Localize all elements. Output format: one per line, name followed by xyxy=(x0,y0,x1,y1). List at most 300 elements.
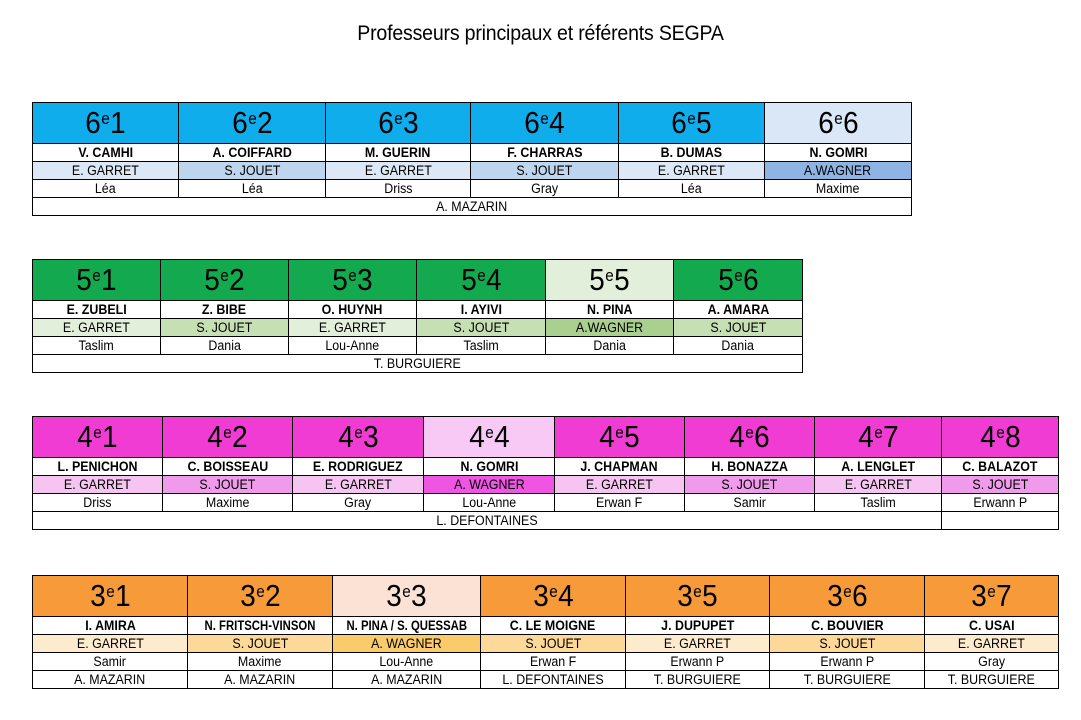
main-teacher-cell xyxy=(765,144,912,162)
class-name-cell xyxy=(555,417,685,458)
student-cell xyxy=(33,180,179,198)
student-cell xyxy=(925,653,1059,671)
main-teacher-cell xyxy=(417,301,546,319)
student-name: Samir xyxy=(93,654,127,669)
student-cell xyxy=(471,180,619,198)
grade-suffix: e xyxy=(605,266,614,285)
referent-cell xyxy=(626,635,770,653)
student-name: Maxime xyxy=(205,495,250,510)
referent-name: S. JOUET xyxy=(232,636,288,651)
grade-number: 4 xyxy=(337,419,354,454)
class-name xyxy=(858,419,898,455)
class-name-cell xyxy=(626,576,770,617)
main-teacher-name: C. USAI xyxy=(968,618,1015,633)
referent-cell xyxy=(33,319,161,337)
secondary-cell xyxy=(770,671,925,689)
student-cell xyxy=(770,653,925,671)
main-teacher-name: A. AMARA xyxy=(707,302,769,317)
referent-cell xyxy=(179,162,326,180)
class-name-cell xyxy=(815,417,942,458)
secondary-name: A. MAZARIN xyxy=(74,672,146,687)
class-name-cell xyxy=(161,260,289,301)
student-cell xyxy=(293,494,424,512)
class-name xyxy=(85,105,125,141)
secondary-cell xyxy=(626,671,770,689)
referent-name: S. JOUET xyxy=(199,477,256,492)
grade-suffix: e xyxy=(615,423,624,442)
class-number: 1 xyxy=(101,262,117,297)
class-name xyxy=(469,419,509,455)
referent-cell xyxy=(815,476,942,494)
grade-suffix: e xyxy=(548,582,558,601)
referent-name: A.WAGNER xyxy=(575,320,644,335)
main-teacher-cell xyxy=(289,301,417,319)
class-header-row xyxy=(33,417,1059,458)
grade-number: 5 xyxy=(76,262,92,297)
referent-row xyxy=(33,319,803,337)
grade-number: 6 xyxy=(671,105,687,140)
referent-name: S. JOUET xyxy=(819,636,875,651)
referent-name: S. JOUET xyxy=(972,477,1028,492)
main-teacher-name: J. DUPUPET xyxy=(660,618,735,633)
class-name-cell xyxy=(163,417,293,458)
main-teacher-row xyxy=(33,144,912,162)
grade-table-6e xyxy=(32,102,912,216)
grade-suffix: e xyxy=(995,423,1005,442)
referent-cell xyxy=(33,162,179,180)
referent-name: E. GARRET xyxy=(324,477,392,492)
class-number: 3 xyxy=(402,105,419,140)
class-name xyxy=(729,419,769,455)
class-name-cell xyxy=(685,417,815,458)
student-name: Lou-Anne xyxy=(379,654,434,669)
student-cell xyxy=(33,337,161,355)
referent-cell xyxy=(289,319,417,337)
main-teacher-name: C. BOUVIER xyxy=(810,618,884,633)
grade-suffix: e xyxy=(733,266,743,285)
student-name: Erwann P xyxy=(973,495,1027,510)
secondary-name: A. MAZARIN xyxy=(224,672,296,687)
grade-suffix: e xyxy=(402,582,411,601)
referent-name: S. JOUET xyxy=(721,477,778,492)
student-cell xyxy=(333,653,481,671)
main-teacher-cell xyxy=(333,617,481,635)
class-number: 2 xyxy=(232,419,248,454)
main-teacher-row xyxy=(33,617,1059,635)
class-number: 5 xyxy=(614,262,630,297)
class-name xyxy=(386,578,426,614)
class-name-cell xyxy=(188,576,333,617)
referent-cell xyxy=(417,319,546,337)
grade-number: 4 xyxy=(77,419,93,454)
student-row xyxy=(33,653,1059,671)
main-teacher-name: C. BALAZOT xyxy=(962,459,1038,474)
class-name-cell xyxy=(481,576,626,617)
main-teacher-row xyxy=(33,301,803,319)
class-name xyxy=(76,262,116,298)
class-name-cell xyxy=(770,576,925,617)
class-name xyxy=(232,105,272,141)
class-number: 5 xyxy=(702,578,718,613)
student-name: Taslim xyxy=(78,338,115,353)
grade-number: 3 xyxy=(89,578,106,613)
class-name xyxy=(589,262,629,298)
main-teacher-cell xyxy=(33,144,179,162)
grade-number: 5 xyxy=(204,262,220,297)
main-teacher-row xyxy=(33,458,1059,476)
main-teacher-cell xyxy=(626,617,770,635)
referent-name: E. GARRET xyxy=(958,636,1025,651)
secondary-cell xyxy=(333,671,481,689)
grade-suffix: e xyxy=(220,266,229,285)
grade-suffix: e xyxy=(833,109,843,128)
referent-cell xyxy=(33,635,188,653)
secondary-name: L. DEFONTAINES xyxy=(502,672,604,687)
class-number: 1 xyxy=(102,419,118,454)
grade-number: 4 xyxy=(599,419,615,454)
grade-suffix: e xyxy=(873,423,883,442)
main-teacher-cell xyxy=(424,458,555,476)
class-name xyxy=(77,419,117,455)
main-teacher-cell xyxy=(481,617,626,635)
referent-cell xyxy=(481,635,626,653)
class-name-cell xyxy=(424,417,555,458)
grade-suffix: e xyxy=(540,109,549,128)
main-teacher-name: I. AMIRA xyxy=(84,618,136,633)
class-name xyxy=(378,105,418,141)
student-cell xyxy=(163,494,293,512)
page-title: Professeurs principaux et référents SEGPA xyxy=(357,22,724,45)
referent-name: E. GARRET xyxy=(844,477,912,492)
main-teacher-cell xyxy=(161,301,289,319)
class-name-cell xyxy=(33,103,179,144)
main-teacher-cell xyxy=(555,458,685,476)
grade-number: 6 xyxy=(817,105,834,140)
secondary-name: T. BURGUIERE xyxy=(803,672,891,687)
class-name xyxy=(671,105,711,141)
student-name: Gray xyxy=(344,495,372,510)
referent-row xyxy=(33,476,1059,494)
main-teacher-name: N. GOMRI xyxy=(809,145,867,160)
class-name-cell xyxy=(33,260,161,301)
class-name xyxy=(818,105,858,141)
student-cell xyxy=(326,180,471,198)
main-teacher-name: N. GOMRI xyxy=(460,459,518,474)
secondary-row xyxy=(33,198,912,216)
secondary-name: L. DEFONTAINES xyxy=(436,513,538,528)
grade-number: 6 xyxy=(524,105,540,140)
class-number: 4 xyxy=(549,105,565,140)
student-cell xyxy=(765,180,912,198)
secondary-name: T. BURGUIERE xyxy=(654,672,741,687)
class-name xyxy=(980,419,1020,455)
grade-suffix: e xyxy=(101,109,110,128)
student-name: Erwann P xyxy=(670,654,725,669)
referent-cell xyxy=(770,635,925,653)
student-row xyxy=(33,180,912,198)
secondary-name: A. MAZARIN xyxy=(370,672,443,687)
main-teacher-cell xyxy=(815,458,942,476)
class-number: 4 xyxy=(485,262,502,297)
main-teacher-cell xyxy=(33,458,163,476)
student-name: Lou-Anne xyxy=(462,495,516,510)
secondary-cell xyxy=(481,671,626,689)
secondary-row xyxy=(33,512,1059,530)
student-cell xyxy=(555,494,685,512)
main-teacher-cell xyxy=(33,617,188,635)
grade-suffix: e xyxy=(476,266,486,285)
main-teacher-cell xyxy=(33,301,161,319)
secondary-cell xyxy=(33,198,912,216)
referent-name: E. GARRET xyxy=(364,163,432,178)
grade-number: 5 xyxy=(460,262,477,297)
referent-name: E. GARRET xyxy=(586,477,653,492)
student-cell xyxy=(289,337,417,355)
class-name xyxy=(207,419,247,455)
secondary-cell xyxy=(33,512,942,530)
main-teacher-name: E. RODRIGUEZ xyxy=(313,459,403,474)
main-teacher-name: C. BOISSEAU xyxy=(187,459,268,474)
class-header-row xyxy=(33,260,803,301)
class-name-cell xyxy=(417,260,546,301)
main-teacher-name: C. LE MOIGNE xyxy=(510,618,596,633)
referent-name: E. GARRET xyxy=(72,163,139,178)
class-name xyxy=(204,262,244,298)
main-teacher-cell xyxy=(674,301,803,319)
class-number: 3 xyxy=(362,419,379,454)
referent-row xyxy=(33,162,912,180)
main-teacher-cell xyxy=(163,458,293,476)
main-teacher-name: M. GUERIN xyxy=(365,145,431,160)
referent-name: S. JOUET xyxy=(196,320,253,335)
referent-name: S. JOUET xyxy=(453,320,509,335)
class-number: 6 xyxy=(851,578,868,613)
class-name-cell xyxy=(674,260,803,301)
class-name xyxy=(338,419,378,455)
referent-cell xyxy=(685,476,815,494)
main-teacher-name: J. CHAPMAN xyxy=(580,459,659,474)
referent-row xyxy=(33,635,1059,653)
class-name xyxy=(533,578,573,614)
grade-suffix: e xyxy=(92,266,101,285)
student-cell xyxy=(626,653,770,671)
class-number: 8 xyxy=(1004,419,1021,454)
class-name xyxy=(524,105,564,141)
referent-cell xyxy=(326,162,471,180)
referent-name: E. GARRET xyxy=(63,320,130,335)
main-teacher-cell xyxy=(619,144,765,162)
student-cell xyxy=(674,337,803,355)
student-name: Erwan F xyxy=(529,654,577,669)
grade-suffix: e xyxy=(255,582,265,601)
secondary-name: T. BURGUIERE xyxy=(948,672,1035,687)
main-teacher-cell xyxy=(546,301,674,319)
student-cell xyxy=(942,494,1059,512)
main-teacher-name: A. COIFFARD xyxy=(212,145,292,160)
student-name: Maxime xyxy=(816,181,860,196)
class-name-cell xyxy=(33,576,188,617)
grade-suffix: e xyxy=(247,109,257,128)
grade-number: 3 xyxy=(971,578,987,613)
main-teacher-name: V. CAMHI xyxy=(78,145,133,160)
student-name: Léa xyxy=(681,181,702,196)
student-name: Driss xyxy=(83,495,112,510)
student-cell xyxy=(179,180,326,198)
student-name: Erwan F xyxy=(596,495,643,510)
main-teacher-name: I. AYIVI xyxy=(460,302,502,317)
class-name-cell xyxy=(942,417,1059,458)
referent-name: A.WAGNER xyxy=(804,163,872,178)
grade-suffix: e xyxy=(987,582,996,601)
main-teacher-cell xyxy=(471,144,619,162)
main-teacher-name: N. FRITSCH-VINSON xyxy=(204,618,316,633)
main-teacher-cell xyxy=(770,617,925,635)
student-cell xyxy=(188,653,333,671)
main-teacher-name: N. PINA / S. QUESSAB xyxy=(346,618,467,633)
secondary-row xyxy=(33,355,803,373)
class-name-cell xyxy=(333,576,481,617)
secondary-cell xyxy=(188,671,333,689)
main-teacher-cell xyxy=(188,617,333,635)
main-teacher-cell xyxy=(925,617,1059,635)
student-name: Léa xyxy=(241,181,263,196)
main-teacher-name: N. PINA xyxy=(586,302,633,317)
grade-number: 3 xyxy=(239,578,256,613)
class-name xyxy=(599,419,639,455)
student-name: Gray xyxy=(978,654,1005,669)
class-name-cell xyxy=(925,576,1059,617)
referent-name: E. GARRET xyxy=(64,477,131,492)
main-teacher-name: L. PENICHON xyxy=(57,459,138,474)
class-name-cell xyxy=(179,103,326,144)
grade-suffix: e xyxy=(393,109,403,128)
student-cell xyxy=(815,494,942,512)
referent-name: S. JOUET xyxy=(710,320,766,335)
class-number: 2 xyxy=(229,262,245,297)
student-name: Samir xyxy=(733,495,766,510)
empty-cell xyxy=(942,512,1059,530)
class-name xyxy=(971,578,1011,614)
grade-number: 5 xyxy=(332,262,348,297)
student-name: Erwann P xyxy=(820,654,874,669)
grade-number: 4 xyxy=(207,419,223,454)
referent-cell xyxy=(765,162,912,180)
referent-cell xyxy=(942,476,1059,494)
class-number: 6 xyxy=(842,105,859,140)
grade-number: 3 xyxy=(532,578,549,613)
grade-suffix: e xyxy=(842,582,852,601)
student-name: Dania xyxy=(593,338,626,353)
grade-suffix: e xyxy=(745,423,754,442)
main-teacher-name: F. CHARRAS xyxy=(506,145,583,160)
class-name-cell xyxy=(471,103,619,144)
secondary-cell xyxy=(925,671,1059,689)
class-name xyxy=(827,578,867,614)
referent-cell xyxy=(424,476,555,494)
class-name xyxy=(332,262,372,298)
class-header-row xyxy=(33,103,912,144)
class-header-row xyxy=(33,576,1059,617)
student-cell xyxy=(33,653,188,671)
class-number: 3 xyxy=(411,578,427,613)
student-name: Gray xyxy=(531,181,558,196)
referent-cell xyxy=(674,319,803,337)
class-name xyxy=(718,262,758,298)
main-teacher-cell xyxy=(942,458,1059,476)
student-row xyxy=(33,337,803,355)
class-name-cell xyxy=(546,260,674,301)
grade-table-3e xyxy=(32,575,1059,689)
main-teacher-cell xyxy=(293,458,424,476)
referent-cell xyxy=(33,476,163,494)
student-name: Taslim xyxy=(463,338,499,353)
student-cell xyxy=(546,337,674,355)
grade-number: 6 xyxy=(377,105,394,140)
student-name: Dania xyxy=(208,338,241,353)
referent-cell xyxy=(555,476,685,494)
class-name-cell xyxy=(765,103,912,144)
referent-name: E. GARRET xyxy=(664,636,731,651)
student-name: Lou-Anne xyxy=(325,338,380,353)
main-teacher-name: E. ZUBELI xyxy=(66,302,127,317)
class-number: 6 xyxy=(742,262,759,297)
secondary-name: T. BURGUIERE xyxy=(374,356,461,371)
student-row xyxy=(33,494,1059,512)
referent-cell xyxy=(188,635,333,653)
class-name xyxy=(90,578,130,614)
grade-number: 3 xyxy=(677,578,693,613)
referent-cell xyxy=(161,319,289,337)
referent-name: E. GARRET xyxy=(319,320,386,335)
grade-number: 4 xyxy=(729,419,745,454)
grade-suffix: e xyxy=(353,423,363,442)
secondary-row xyxy=(33,671,1059,689)
grade-number: 5 xyxy=(589,262,605,297)
class-name xyxy=(677,578,717,614)
main-teacher-cell xyxy=(685,458,815,476)
grade-number: 4 xyxy=(468,419,485,454)
class-name-cell xyxy=(289,260,417,301)
class-number: 4 xyxy=(557,578,574,613)
class-number: 2 xyxy=(264,578,281,613)
grade-suffix: e xyxy=(348,266,357,285)
grade-suffix: e xyxy=(105,582,115,601)
grade-table-4e xyxy=(32,416,1059,530)
grade-suffix: e xyxy=(687,109,696,128)
referent-cell xyxy=(163,476,293,494)
main-teacher-name: O. HUYNH xyxy=(322,302,383,317)
class-name-cell xyxy=(33,417,163,458)
student-name: Driss xyxy=(383,181,413,196)
student-cell xyxy=(424,494,555,512)
student-cell xyxy=(161,337,289,355)
main-teacher-cell xyxy=(326,144,471,162)
class-number: 5 xyxy=(696,105,712,140)
grade-suffix: e xyxy=(93,423,102,442)
student-name: Taslim xyxy=(860,495,896,510)
grade-number: 3 xyxy=(826,578,843,613)
grade-suffix: e xyxy=(223,423,232,442)
main-teacher-name: H. BONAZZA xyxy=(711,459,788,474)
grade-number: 5 xyxy=(717,262,734,297)
referent-name: A. WAGNER xyxy=(453,477,525,492)
main-teacher-name: B. DUMAS xyxy=(660,145,723,160)
referent-cell xyxy=(546,319,674,337)
student-cell xyxy=(417,337,546,355)
main-teacher-name: A. LENGLET xyxy=(841,459,915,474)
class-name xyxy=(240,578,280,614)
grade-number: 4 xyxy=(979,419,996,454)
